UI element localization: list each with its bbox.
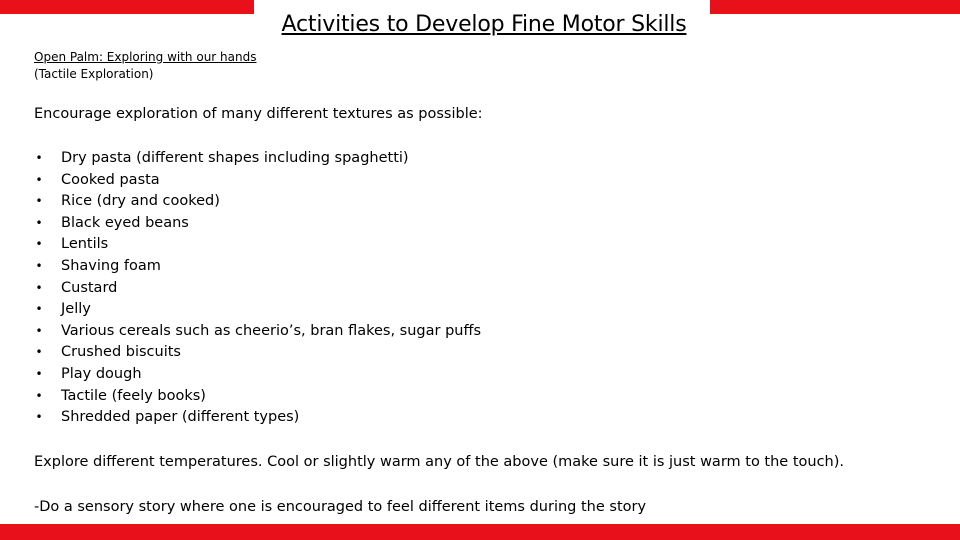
list-item <box>34 299 481 321</box>
bullet-icon: • <box>35 280 43 295</box>
list-item-label: Various cereals such as cheerio’s, bran flakes, sugar puffs <box>61 322 482 339</box>
list-item-label: Rice (dry and cooked) <box>61 193 220 210</box>
list-item-label: Crushed biscuits <box>61 344 181 361</box>
list-item-label: Tactile (feely books) <box>61 387 206 404</box>
bullet-icon: • <box>35 258 43 273</box>
list-item-label: Lentils <box>61 236 109 253</box>
list-item-label: Black eyed beans <box>61 214 189 231</box>
texture-list <box>34 148 481 429</box>
list-item-label: Play dough <box>61 365 142 382</box>
sensory-story-text: -Do a sensory story where one is encouraged to feel different items during the story <box>34 499 647 515</box>
list-item <box>34 256 481 278</box>
list-item-label: Cooked pasta <box>61 171 160 188</box>
page-title: Activities to Develop Fine Motor Skills <box>281 12 687 37</box>
list-item <box>34 278 481 300</box>
bottom-red-bar <box>0 524 960 540</box>
list-item <box>34 342 481 364</box>
section-subheading: (Tactile Exploration) <box>34 67 154 81</box>
section-heading: Open Palm: Exploring with our hands <box>34 50 257 64</box>
bullet-icon: • <box>35 388 43 403</box>
bullet-icon: • <box>35 366 43 381</box>
list-item-label: Custard <box>61 279 118 296</box>
list-item <box>34 213 481 235</box>
list-item-label: Jelly <box>61 301 91 318</box>
list-item <box>34 321 481 343</box>
bullet-icon: • <box>35 151 43 165</box>
bullet-icon: • <box>35 194 43 209</box>
bullet-icon: • <box>35 345 43 360</box>
list-item <box>34 170 481 192</box>
bullet-icon: • <box>35 410 43 425</box>
list-item-label: Dry pasta (different shapes including spaghetti) <box>61 150 409 166</box>
list-item <box>34 148 481 170</box>
bullet-icon: • <box>35 302 43 317</box>
list-item <box>34 191 481 213</box>
bullet-icon: • <box>35 323 43 338</box>
bullet-icon: • <box>35 215 43 230</box>
bullet-icon: • <box>35 237 43 252</box>
list-item-label: Shaving foam <box>61 257 161 274</box>
temperature-text: Explore different temperatures. Cool or slightly warm any of the above (make sure it is just warm to the touch). <box>34 454 845 470</box>
bullet-icon: • <box>35 172 43 187</box>
list-item <box>34 234 481 256</box>
intro-text: Encourage exploration of many different textures as possible: <box>34 106 483 122</box>
list-item <box>34 407 481 429</box>
list-item <box>34 386 481 408</box>
list-item <box>34 364 481 386</box>
list-item-label: Shredded paper (different types) <box>61 409 300 426</box>
